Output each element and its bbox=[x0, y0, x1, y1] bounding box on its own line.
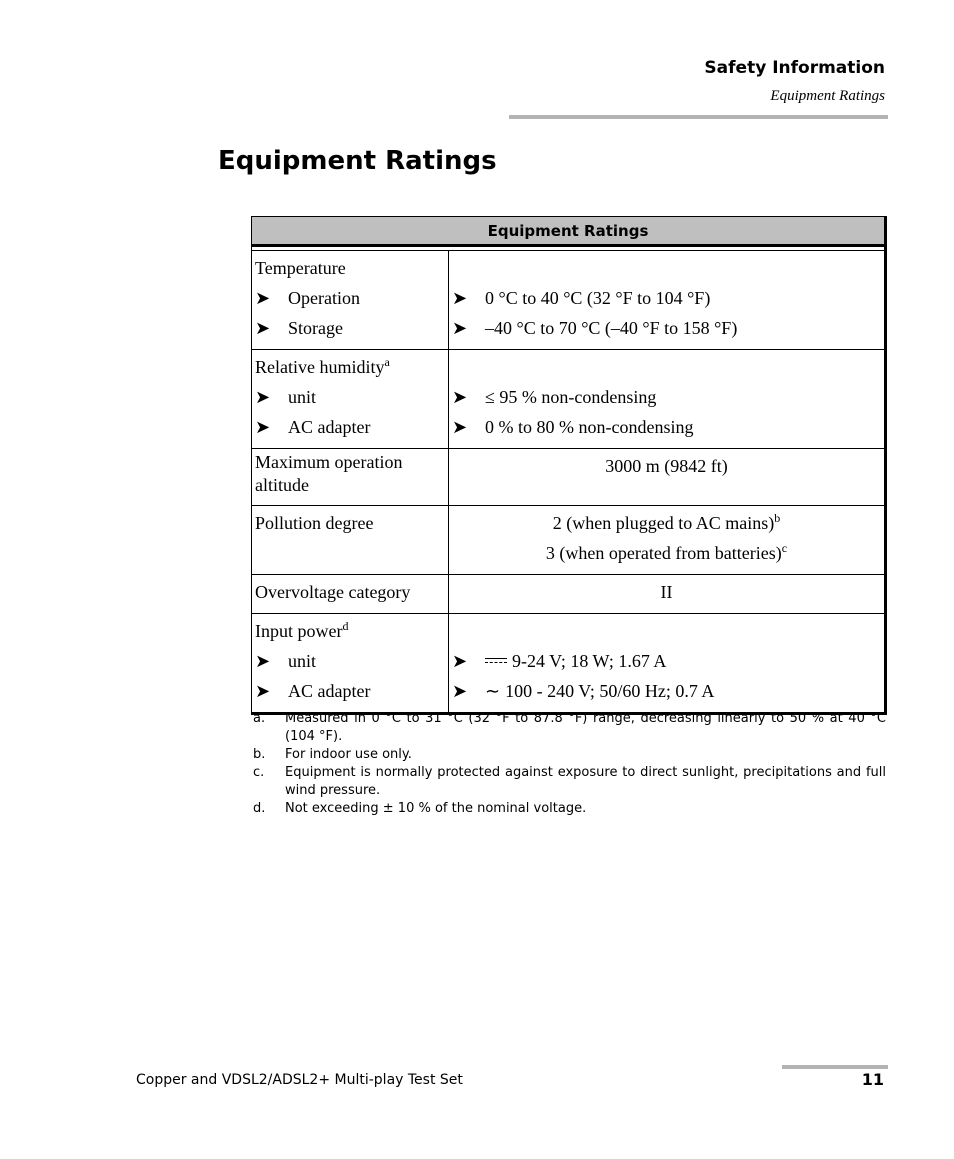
item-value: 0 % to 80 % non-condensing bbox=[485, 417, 694, 437]
row-value: II bbox=[660, 582, 673, 602]
equipment-ratings-table bbox=[251, 216, 887, 715]
item-name: unit bbox=[288, 387, 317, 407]
footnote-mark: a. bbox=[253, 711, 266, 726]
footnotes bbox=[253, 710, 886, 818]
item-name: AC adapter bbox=[288, 417, 371, 437]
row-value: 2 (when plugged to AC mains) bbox=[552, 513, 775, 533]
table-row-pollution-degree bbox=[252, 506, 886, 575]
page-title: Equipment Ratings bbox=[218, 146, 497, 176]
bullet-arrow-icon: ➤ bbox=[452, 318, 468, 338]
footnote-mark: c. bbox=[253, 765, 265, 780]
ac-current-icon: ∼ bbox=[485, 681, 501, 701]
item-value: ≤ 95 % non-condensing bbox=[485, 387, 657, 407]
footnote-text: Not exceeding ± 10 % of the nominal voltage. bbox=[285, 801, 587, 816]
row-label: Pollution degree bbox=[255, 513, 374, 533]
footnote-ref: b bbox=[774, 511, 781, 525]
item-name: Operation bbox=[288, 288, 360, 308]
bullet-arrow-icon: ➤ bbox=[452, 288, 468, 308]
table-caption: Equipment Ratings bbox=[252, 217, 886, 246]
footer-rule bbox=[782, 1065, 888, 1069]
table-row-overvoltage-category bbox=[252, 575, 886, 614]
bullet-arrow-icon: ➤ bbox=[452, 681, 468, 701]
item-name: AC adapter bbox=[288, 681, 371, 701]
bullet-arrow-icon: ➤ bbox=[255, 651, 271, 671]
item-value: 0 °C to 40 °C (32 °F to 104 °F) bbox=[485, 288, 711, 308]
footnote-text: For indoor use only. bbox=[285, 747, 412, 762]
header-subsection-title: Equipment Ratings bbox=[770, 88, 885, 104]
footnote-mark: d. bbox=[253, 801, 266, 816]
header-section-title: Safety Information bbox=[704, 58, 885, 78]
bullet-arrow-icon: ➤ bbox=[452, 387, 468, 407]
bullet-arrow-icon: ➤ bbox=[255, 387, 271, 407]
table-row-temperature bbox=[252, 251, 886, 350]
footnote-ref: d bbox=[342, 619, 349, 633]
row-value: 3000 m (9842 ft) bbox=[605, 456, 728, 476]
row-value: 3 (when operated from batteries) bbox=[545, 543, 782, 563]
bullet-arrow-icon: ➤ bbox=[255, 417, 271, 437]
item-name: Storage bbox=[288, 318, 343, 338]
page-number: 11 bbox=[861, 1070, 884, 1089]
bullet-arrow-icon: ➤ bbox=[452, 651, 468, 671]
footnote-ref: a bbox=[384, 355, 390, 369]
row-label: Maximum operation altitude bbox=[255, 452, 403, 495]
footnote bbox=[253, 710, 886, 746]
footnote bbox=[253, 764, 886, 800]
row-label: Temperature bbox=[255, 258, 346, 278]
footnote-text: Measured in 0 °C to 31 °C (32 °F to 87.8 °F) range, decreasing linearly to 50 % at 40 °C (104 °F). bbox=[285, 711, 886, 744]
dc-current-icon bbox=[485, 656, 507, 666]
footer-product-name: Copper and VDSL2/ADSL2+ Multi-play Test Set bbox=[136, 1072, 463, 1088]
footnote-text: Equipment is normally protected against exposure to direct sunlight, precipitations and full wind pressure. bbox=[285, 765, 886, 798]
row-label: Input power bbox=[255, 621, 343, 641]
bullet-arrow-icon: ➤ bbox=[255, 318, 271, 338]
item-value: 100 - 240 V; 50/60 Hz; 0.7 A bbox=[505, 681, 715, 701]
table-row-altitude bbox=[252, 449, 886, 506]
footnote bbox=[253, 746, 886, 764]
table-row-input-power bbox=[252, 614, 886, 714]
bullet-arrow-icon: ➤ bbox=[255, 288, 271, 308]
table-header-row bbox=[252, 217, 886, 246]
row-label: Overvoltage category bbox=[255, 582, 411, 602]
row-label: Relative humidity bbox=[255, 357, 385, 377]
item-value: 9-24 V; 18 W; 1.67 A bbox=[512, 651, 667, 671]
bullet-arrow-icon: ➤ bbox=[452, 417, 468, 437]
footnote-mark: b. bbox=[253, 747, 266, 762]
header-rule bbox=[509, 115, 888, 119]
item-name: unit bbox=[288, 651, 317, 671]
item-value: –40 °C to 70 °C (–40 °F to 158 °F) bbox=[485, 318, 738, 338]
footnote-ref: c bbox=[781, 541, 788, 555]
bullet-arrow-icon: ➤ bbox=[255, 681, 271, 701]
footnote bbox=[253, 800, 886, 818]
table-row-relative-humidity bbox=[252, 350, 886, 449]
